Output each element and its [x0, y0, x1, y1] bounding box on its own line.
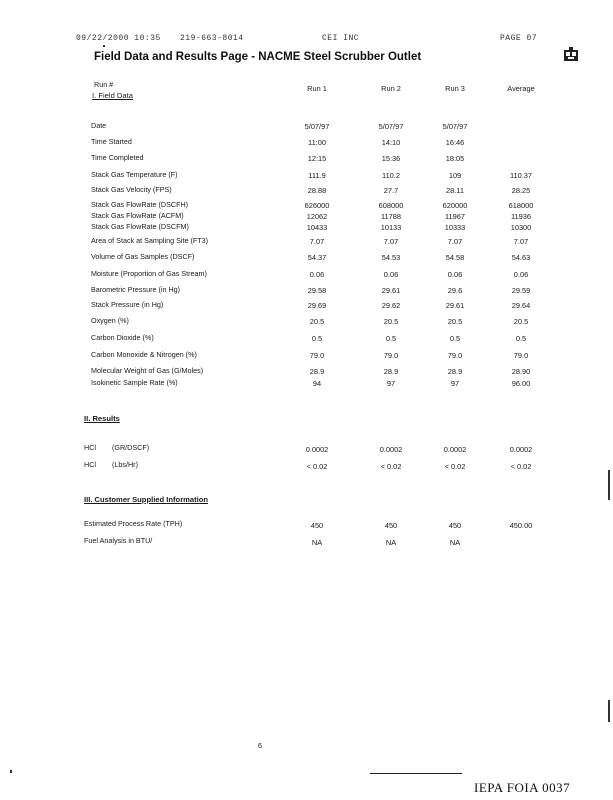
table-cell: 28.88 — [307, 186, 327, 195]
row-label: Oxygen (%) — [91, 316, 129, 325]
table-cell: 7.07 — [383, 237, 399, 246]
row-label: Carbon Monoxide & Nitrogen (%) — [91, 350, 197, 359]
scan-speck — [103, 45, 105, 47]
table-cell: 10300 — [510, 223, 532, 232]
table-cell: 54.37 — [307, 253, 327, 262]
table-cell: 0.5 — [515, 334, 527, 343]
table-cell: 29.64 — [511, 301, 531, 310]
row-label: Stack Gas FlowRate (DSCFM) — [91, 222, 189, 231]
table-cell: 11967 — [444, 212, 465, 221]
table-cell: 7.07 — [513, 237, 529, 246]
table-cell: 450 — [448, 521, 462, 530]
table-cell: < 0.02 — [380, 462, 402, 471]
table-cell: 29.61 — [445, 301, 465, 310]
row-label: Stack Gas Velocity (FPS) — [91, 185, 172, 194]
row-label: Isokinetic Sample Rate (%) — [91, 378, 178, 387]
fax-page: PAGE 07 — [500, 34, 538, 43]
table-cell: 11:00 — [308, 138, 326, 147]
table-cell: NA — [449, 538, 461, 547]
page-number: 6 — [258, 741, 262, 750]
fax-phone: 219-663-8014 — [180, 34, 244, 43]
table-cell: 29.69 — [307, 301, 327, 310]
table-cell: 97 — [386, 379, 396, 388]
logo-icon — [563, 47, 579, 68]
scan-speck — [10, 770, 12, 773]
table-cell: 29.62 — [381, 301, 401, 310]
table-cell: 0.06 — [447, 270, 463, 279]
col-header-run3: Run 3 — [445, 84, 465, 93]
row-label: Barometric Pressure (in Hg) — [91, 285, 181, 294]
table-cell: 0.06 — [309, 270, 325, 279]
table-cell: 12:15 — [307, 154, 327, 163]
scan-margin-mark — [608, 700, 610, 722]
table-cell: 7.07 — [309, 237, 325, 246]
fax-company: CEI INC — [322, 34, 360, 43]
row-label: Time Completed — [91, 153, 144, 162]
col-header-run2: Run 2 — [381, 84, 401, 93]
table-cell: 626000 — [304, 201, 330, 210]
table-cell: 20.5 — [447, 317, 463, 326]
table-cell: 28.9 — [309, 367, 325, 376]
table-cell: 111.9 — [308, 171, 326, 180]
table-cell: 79.0 — [309, 351, 325, 360]
table-cell: 28.90 — [511, 367, 531, 376]
row-label: Stack Pressure (in Hg) — [91, 300, 164, 309]
table-cell: 79.0 — [383, 351, 399, 360]
table-cell: 0.5 — [385, 334, 397, 343]
table-cell: 28.9 — [383, 367, 399, 376]
table-cell: 110.37 — [509, 171, 533, 180]
row-label: Stack Gas FlowRate (ACFM) — [91, 211, 184, 220]
table-cell: 450 — [310, 521, 324, 530]
table-cell: 29.61 — [381, 286, 401, 295]
table-cell: 14:10 — [381, 138, 401, 147]
table-cell: 0.5 — [311, 334, 323, 343]
table-cell: < 0.02 — [510, 462, 532, 471]
run-label: Run # — [94, 80, 114, 89]
table-cell: 0.0002 — [443, 445, 467, 454]
table-cell: 5/07/97 — [378, 122, 404, 131]
row-label: Moisture (Proportion of Gas Stream) — [91, 269, 207, 278]
table-cell: 79.0 — [513, 351, 529, 360]
row-label: Stack Gas FlowRate (DSCFH) — [91, 200, 189, 209]
table-cell: 27.7 — [383, 186, 399, 195]
table-cell: 20.5 — [383, 317, 399, 326]
scan-margin-mark — [608, 470, 610, 500]
table-cell: 20.5 — [309, 317, 325, 326]
row-label: Estimated Process Rate (TPH) — [84, 519, 183, 528]
table-cell: 15:36 — [381, 154, 401, 163]
table-cell: NA — [385, 538, 397, 547]
table-cell: 0.0002 — [509, 445, 533, 454]
table-cell: 5/07/97 — [304, 122, 330, 131]
table-cell: 11936 — [510, 212, 531, 221]
row-label: Fuel Analysis in BTU/ — [84, 536, 153, 545]
table-cell: 28.25 — [511, 186, 531, 195]
table-cell: 0.06 — [513, 270, 529, 279]
row-label: Area of Stack at Sampling Site (FT3) — [91, 236, 209, 245]
table-cell: 0.0002 — [305, 445, 329, 454]
table-cell: 94 — [312, 379, 322, 388]
table-cell: 10433 — [306, 223, 328, 232]
table-cell: 29.6 — [447, 286, 463, 295]
table-cell: 608000 — [378, 201, 404, 210]
table-cell: < 0.02 — [444, 462, 466, 471]
results-section-label: II. Results — [84, 414, 120, 423]
fax-date-time: 09/22/2000 10:35 — [76, 34, 161, 43]
table-cell: 10133 — [380, 223, 402, 232]
col-header-average: Average — [507, 84, 535, 93]
footer-rule — [370, 773, 462, 774]
row-label: Date — [91, 121, 107, 130]
table-cell: 28.11 — [446, 186, 464, 195]
field-data-section-label: I. Field Data — [92, 91, 133, 100]
row-label: Stack Gas Temperature (F) — [91, 170, 178, 179]
table-cell: 79.0 — [447, 351, 463, 360]
row-label: Carbon Dioxide (%) — [91, 333, 154, 342]
row-label: Molecular Weight of Gas (G/Moles) — [91, 366, 204, 375]
table-cell: 109 — [448, 171, 462, 180]
table-cell: 96.00 — [511, 379, 531, 388]
table-cell: 10333 — [444, 223, 466, 232]
footer-stamp: IEPA FOIA 0037 — [474, 780, 571, 795]
table-cell: 18:05 — [445, 154, 465, 163]
table-cell: 29.58 — [307, 286, 327, 295]
row-label: Time Started — [91, 137, 132, 146]
table-cell: 54.63 — [511, 253, 531, 262]
table-cell: 16:46 — [445, 138, 465, 147]
table-cell: 54.53 — [381, 253, 401, 262]
row-label: Volume of Gas Samples (DSCF) — [91, 252, 195, 261]
table-cell: 0.5 — [449, 334, 461, 343]
table-cell: 5/07/97 — [442, 122, 468, 131]
row-unit: (GR/DSCF) — [112, 443, 150, 452]
table-cell: 110.2 — [382, 171, 400, 180]
table-cell: < 0.02 — [306, 462, 328, 471]
table-cell: 28.9 — [447, 367, 463, 376]
table-cell: 97 — [450, 379, 460, 388]
table-cell: 54.58 — [445, 253, 465, 262]
row-label: HCl — [84, 443, 96, 452]
table-cell: 620000 — [442, 201, 468, 210]
table-cell: 0.0002 — [379, 445, 403, 454]
table-cell: 450 — [384, 521, 398, 530]
col-header-run1: Run 1 — [307, 84, 327, 93]
page-title: Field Data and Results Page - NACME Steel Scrubber Outlet — [94, 51, 422, 63]
table-cell: 12062 — [306, 212, 328, 221]
table-cell: 450.00 — [509, 521, 533, 530]
table-cell: 11788 — [380, 212, 401, 221]
table-cell: 0.06 — [383, 270, 399, 279]
table-cell: 20.5 — [513, 317, 529, 326]
customer-info-section-label: III. Customer Supplied Information — [84, 495, 209, 504]
table-cell: 7.07 — [447, 237, 463, 246]
row-unit: (Lbs/Hr) — [112, 460, 138, 469]
table-cell: 29.59 — [511, 286, 531, 295]
table-cell: 618000 — [508, 201, 534, 210]
row-label: HCl — [84, 460, 96, 469]
table-cell: NA — [311, 538, 323, 547]
